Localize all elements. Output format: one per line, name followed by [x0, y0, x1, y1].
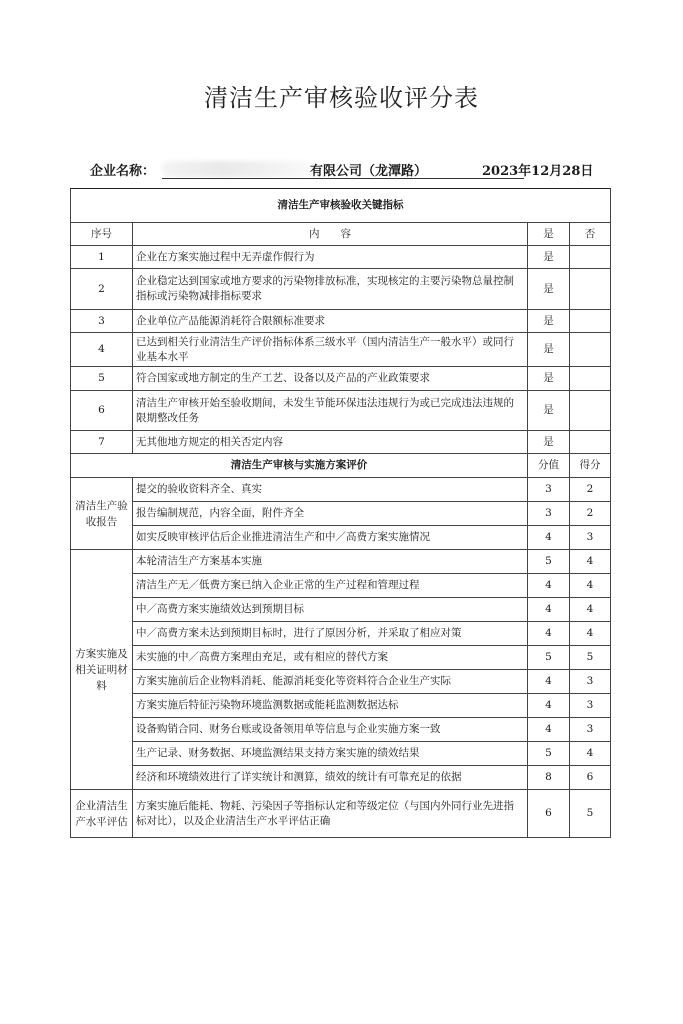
eval-item-row: [71, 502, 611, 526]
eval-item-row: [71, 526, 611, 550]
item-got: 6: [570, 766, 611, 790]
item-got: 3: [570, 526, 611, 550]
row-no: [570, 269, 611, 310]
key-section-row: [71, 189, 611, 223]
company-underline: [162, 178, 524, 179]
eval-item-row: [71, 694, 611, 718]
row-yes: 是: [528, 269, 570, 310]
redacted-company-name: [162, 161, 312, 177]
item-content: 设备购销合同、财务台账或设备领用单等信息与企业实施方案一致: [133, 718, 528, 742]
group-category: 企业清洁生产水平评估: [71, 790, 133, 838]
row-yes: 是: [528, 367, 570, 391]
row-content: 企业稳定达到国家或地方要求的污染物排放标准，实现核定的主要污染物总量控制指标或污染物减排指标要求: [133, 269, 528, 310]
item-content: 未实施的中／高费方案理由充足，或有相应的替代方案: [133, 646, 528, 670]
item-content: 经济和环境绩效进行了详实统计和测算，绩效的统计有可靠充足的依据: [133, 766, 528, 790]
key-indicator-row: [71, 333, 611, 367]
item-content: 本轮清洁生产方案基本实施: [133, 550, 528, 574]
item-score: 5: [528, 646, 570, 670]
item-got: 2: [570, 478, 611, 502]
row-content: 企业单位产品能源消耗符合限额标准要求: [133, 310, 528, 333]
row-content: 企业在方案实施过程中无弄虚作假行为: [133, 246, 528, 269]
key-section-title: 清洁生产审核验收关键指标: [71, 189, 611, 223]
company-name-suffix: 有限公司（龙潭路）: [310, 164, 428, 179]
item-got: 4: [570, 550, 611, 574]
key-indicator-row: [71, 246, 611, 269]
item-content: 提交的验收资料齐全、真实: [133, 478, 528, 502]
item-score: 4: [528, 694, 570, 718]
row-no: [570, 391, 611, 431]
row-no: [570, 310, 611, 333]
eval-item-row: [71, 790, 611, 838]
eval-item-row: [71, 574, 611, 598]
header-score: 分值: [528, 454, 570, 478]
key-indicator-row: [71, 310, 611, 333]
row-yes: 是: [528, 391, 570, 431]
evaluation-table: [70, 188, 611, 838]
item-score: 4: [528, 526, 570, 550]
row-content: 已达到相关行业清洁生产评价指标体系三级水平（国内清洁生产一般水平）或同行业基本水平: [133, 333, 528, 367]
row-seq: 6: [71, 391, 133, 431]
eval-section-row: [71, 454, 611, 478]
eval-item-row: [71, 742, 611, 766]
item-got: 3: [570, 718, 611, 742]
item-got: 4: [570, 598, 611, 622]
item-content: 方案实施后特征污染物环境监测数据或能耗监测数据达标: [133, 694, 528, 718]
item-content: 清洁生产无／低费方案已纳入企业正常的生产过程和管理过程: [133, 574, 528, 598]
eval-section-title: 清洁生产审核与实施方案评价: [71, 454, 528, 478]
item-score: 8: [528, 766, 570, 790]
item-content: 方案实施后能耗、物耗、污染因子等指标认定和等级定位（与国内外同行业先进指标对比），以及企业清洁生产水平评估正确: [133, 790, 528, 838]
row-no: [570, 367, 611, 391]
item-score: 5: [528, 550, 570, 574]
item-content: 生产记录、财务数据、环境监测结果支持方案实施的绩效结果: [133, 742, 528, 766]
item-score: 3: [528, 478, 570, 502]
item-score: 6: [528, 790, 570, 838]
item-score: 3: [528, 502, 570, 526]
item-content: 报告编制规范，内容全面，附件齐全: [133, 502, 528, 526]
eval-item-row: [71, 622, 611, 646]
header-yes: 是: [528, 223, 570, 246]
key-indicator-row: [71, 391, 611, 431]
row-seq: 7: [71, 431, 133, 454]
eval-item-row: [71, 718, 611, 742]
row-content: 清洁生产审核开始至验收期间，未发生节能环保违法违规行为或已完成违法违规的限期整改任务: [133, 391, 528, 431]
header-got: 得分: [570, 454, 611, 478]
row-seq: 2: [71, 269, 133, 310]
row-yes: 是: [528, 431, 570, 454]
key-header-row: [71, 223, 611, 246]
key-indicator-row: [71, 269, 611, 310]
item-got: 5: [570, 790, 611, 838]
eval-item-row: [71, 766, 611, 790]
item-score: 4: [528, 598, 570, 622]
group-category: 方案实施及相关证明材料: [71, 550, 133, 790]
row-yes: 是: [528, 246, 570, 269]
item-score: 4: [528, 574, 570, 598]
eval-item-row: [71, 478, 611, 502]
item-got: 5: [570, 646, 611, 670]
item-got: 4: [570, 742, 611, 766]
document-title: 清洁生产审核验收评分表: [204, 84, 479, 112]
eval-item-row: [71, 550, 611, 574]
item-score: 4: [528, 622, 570, 646]
row-no: [570, 431, 611, 454]
row-seq: 1: [71, 246, 133, 269]
header-content: 内 容: [133, 223, 528, 246]
eval-item-row: [71, 670, 611, 694]
item-content: 方案实施前后企业物料消耗、能源消耗变化等资料符合企业生产实际: [133, 670, 528, 694]
eval-item-row: [71, 646, 611, 670]
document-date: 2023年12月28日: [482, 164, 594, 179]
item-got: 3: [570, 670, 611, 694]
item-got: 3: [570, 694, 611, 718]
row-content: 无其他地方规定的相关否定内容: [133, 431, 528, 454]
key-indicator-row: [71, 367, 611, 391]
row-seq: 4: [71, 333, 133, 367]
header-seq: 序号: [71, 223, 133, 246]
row-yes: 是: [528, 310, 570, 333]
item-content: 如实反映审核评估后企业推进清洁生产和中／高费方案实施情况: [133, 526, 528, 550]
company-line: [90, 160, 610, 182]
item-got: 4: [570, 622, 611, 646]
eval-item-row: [71, 598, 611, 622]
row-no: [570, 333, 611, 367]
row-no: [570, 246, 611, 269]
header-no: 否: [570, 223, 611, 246]
item-score: 5: [528, 742, 570, 766]
key-indicator-row: [71, 431, 611, 454]
item-content: 中／高费方案实施绩效达到预期目标: [133, 598, 528, 622]
row-seq: 3: [71, 310, 133, 333]
item-got: 2: [570, 502, 611, 526]
item-got: 4: [570, 574, 611, 598]
row-seq: 5: [71, 367, 133, 391]
row-yes: 是: [528, 333, 570, 367]
row-content: 符合国家或地方制定的生产工艺、设备以及产品的产业政策要求: [133, 367, 528, 391]
item-score: 4: [528, 718, 570, 742]
company-label: 企业名称：: [90, 164, 156, 179]
item-score: 4: [528, 670, 570, 694]
item-content: 中／高费方案未达到预期目标时，进行了原因分析，并采取了相应对策: [133, 622, 528, 646]
group-category: 清洁生产验收报告: [71, 478, 133, 550]
